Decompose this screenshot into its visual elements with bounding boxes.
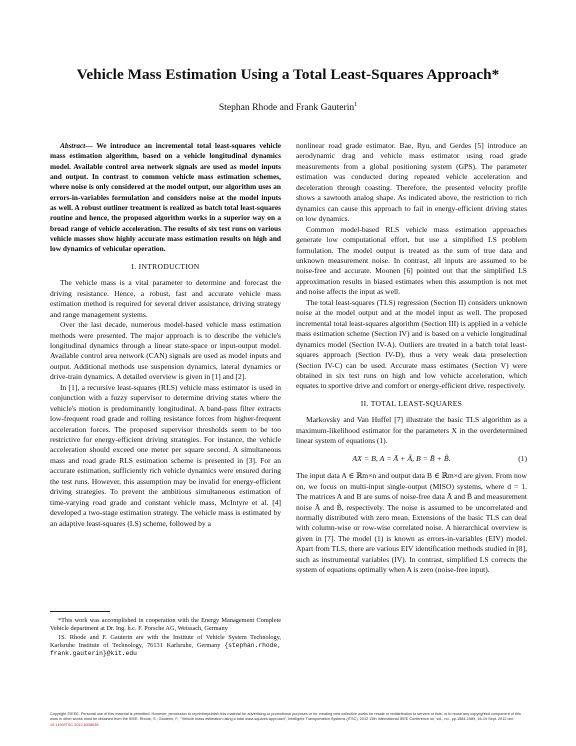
tls-paragraph-2: The input data A ∈ ℝm×n and output data B ∈ ℝm×d are given. From now on, we focus on multi-input single-output (MISO) systems, where d = 1. The matrices A and B are sums of noise-free data Ā and B̄ and measurement noise Ã and B̃, respectively. The noise is assumed to be uncorrelated and normally distributed with zero mean. Extensions of the basic TLS can deal with column-wise or row-wise correlated noise. A hierarchical overview is given in [7]. The model (1) is known as errors-in-variables (EIV) model. Apart from TLS, there are various EIV identification methods studied in [8], such as instrumental variables (IV). In contrast, simplified LS corrects the system of equations optimally when A is zero (noise-free input).	[296, 471, 527, 575]
copyright-text: Copyright ©IEEE. Personal use of this material is permitted. However, permission to reprint/republish this material for advertising or promotional purposes or for creating new collective works for resale or redistribution to servers or lists, or to reuse any copyrighted component of this work in other works must be obtained from the IEEE. Rhode, S.; Gauterin, F., "Vehicle mass estimation using a total least-squares approach", Intelligent Transportation Systems (ITSC), 2012 15th International IEEE Conference on, vol., no., pp.1584-1589, 16-19 Sept. 2012 doi:	[50, 712, 521, 722]
abstract-text: — We introduce an incremental total least-squares vehicle mass estimation algorithm, based on a vehicle longitudinal dynamics model. Available control area network signals are used as model inputs and output. In contrast to common vehicle mass estimation schemes, where noise is only considered at the model output, our algorithm uses an errors-in-variables formulation and considers noise at the model inputs as well. A robust outliner treatment is realized as batch total least-squares routine and hence, the proposed algorithm works in a superior way on a broad range of vehicle acceleration. The results of six test runs on various vehicle masses show highly accurate mass estimation results on high and low dynamics of vehicular operation.	[50, 141, 281, 254]
left-column	[50, 141, 281, 529]
author-names: Stephan Rhode and Frank Gauterin	[218, 102, 355, 114]
section-heading-introduction: I. INTRODUCTION	[131, 261, 200, 271]
intro-paragraph-1: The vehicle mass is a vital parameter to determine and forecast the driving resistance. Hence, a robust, fast and accurate vehicle mass estimation method is required for several driver assistance, driving strategy and range management systems.	[50, 278, 281, 319]
footnote-affiliation-text: 1S. Rhode and F. Gauterin are with the Institute of Vehicle System Technology, Karlsruhe Institute of Technology, 76131 Karlsruhe, Germany	[50, 634, 281, 650]
author-line	[20, 102, 556, 113]
right-paragraph-1: nonlinear road grade estimator. Bae, Ryu, and Gerdes [5] introduce an aerodynamic drag and vehicle mass estimator using road grade measurements from a global positioning system (GPS). The parameter estimation was conducted during repeated vehicle acceleration and deceleration through coasting. Therefore, the presented velocity profile shows a sawtooth analog shape. As indicated above, the restriction to rich dynamics can cause this approach to fail in energy-efficient driving states on low dynamics.	[296, 141, 527, 224]
tls-paragraph-1: Markovsky and Van Huffel [7] illustrate the basic TLS algorithm as a maximum-likelihood estimator for the parameters X in the overdetermined linear system of equations (1).	[296, 415, 527, 446]
doi-link[interactable]: 10.1109/ITSC.2012.6338638	[50, 722, 99, 727]
equation-1	[296, 454, 527, 464]
right-column	[296, 141, 527, 576]
equation-1-number: (1)	[518, 453, 527, 463]
right-paragraph-3: The total least-squares (TLS) regression (Section II) considers unknown noise at the model output and at the model input as well. The proposed incremental total least-squares algorithm (Section III) is applied in a vehicle mass estimation scheme (Section IV) and is based on a vehicle longitudinal dynamics model (Section IV-A). Outliers are treated in a batch total least-squares approach (Section IV-D), thus a very weak data preselection (Section IV-C) can be used. Accurate mass estimates (Section V) were obtained in six test runs on high and low vehicle acceleration, which equates to sportive drive and comfort or energy-efficient drive, respectively.	[296, 297, 527, 391]
copyright-notice	[50, 712, 527, 728]
intro-paragraph-2: Over the last decade, numerous model-based vehicle mass estimation methods were presented. The major approach is to describe the vehicle's longitudinal dynamics through a linear state-space or input-output model. Available control area network (CAN) signals are used as model inputs and output. Additional methods use suspension dynamics, lateral dynamics or drive-train dynamics. A detailed overview is given in [1] and [2].	[50, 320, 281, 382]
author-affiliation-mark: 1	[354, 102, 358, 108]
equation-1-math: AX = B, A = Ā + Ã, B = B̄ + B̃.	[352, 453, 451, 463]
footnote-affiliation	[50, 634, 281, 658]
author-emails: {stephan.rhode, frank.gauterin}@kit.edu	[50, 642, 281, 658]
paper-title: Vehicle Mass Estimation Using a Total Least-Squares Approach*	[76, 66, 500, 83]
footnote-funding: *This work was accomplished in cooperation with the Energy Management Complete Vehicle department at Dr. Ing. h.c. F. Porsche AG, Weissach, Germany	[50, 617, 281, 633]
footnote-rule	[50, 611, 110, 612]
abstract	[50, 141, 281, 255]
right-paragraph-2: Common model-based RLS vehicle mass estimation approaches generate low computational effort, but use a simplified LS problem formulation. The model output is treated as the sum of true data and unknown measurement noise. In contrast, all inputs are assumed to be noise-free and accurate. Moonen [6] pointed out that the simplified LS approximation results in biased estimates when this assumption is not met and noise affects the input as well.	[296, 224, 527, 297]
footnotes	[50, 611, 281, 659]
abstract-label: Abstract	[60, 141, 86, 150]
intro-paragraph-3: In [1], a recursive least-squares (RLS) vehicle mass estimator is used in conjunction with a fuzzy supervisor to determine driving states where the vehicle's motion is predominantly longitudinal. A band-pass filter extracts low-frequent road grade and rolling resistance forces from higher-frequent acceleration forces. The proposed supervisor thresholds seem to be too restrictive for energy-efficient driving strategies. For instance, the vehicle acceleration should exceed one meter per square second. A simultaneous mass and road grade RLS estimation scheme is presented in [3]. For an accurate estimation, sufficiently rich vehicle dynamics were ensured during the test runs. However, this assumption may be invalid for energy-efficient driving strategies. To prevent the ambitious simultaneous estimation of time-varying road grade and constant vehicle mass, McIntyre et al. [4] developed a two-stage estimation strategy. The vehicle mass is estimated by an adaptive least-squares (LS) scheme, followed by a	[50, 382, 281, 528]
section-heading-total-least-squares: II. TOTAL LEAST-SQUARES	[360, 398, 463, 408]
